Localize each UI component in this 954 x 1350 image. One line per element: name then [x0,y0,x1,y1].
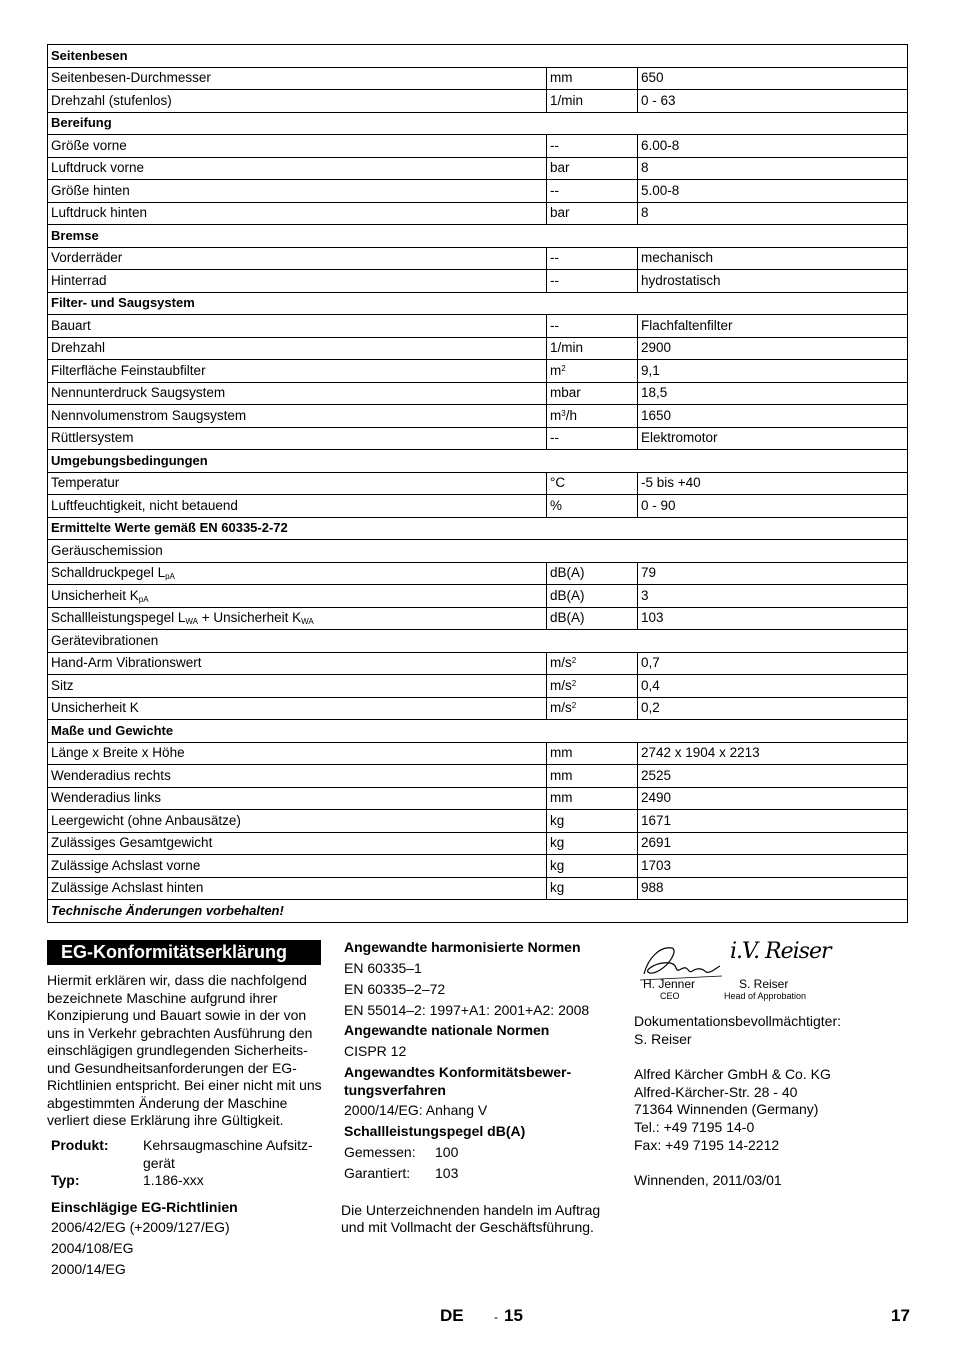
spec-unit-text: kg [550,812,565,828]
spec-value-text: mechanisch [641,250,714,266]
spec-heading [48,540,908,563]
spec-row [48,180,908,203]
conformity-title: EG-Konformitätserklärung [47,940,321,965]
spec-unit-text: kg [550,857,565,873]
spec-label [48,270,547,293]
spec-value-text: 2900 [641,340,672,356]
spec-unit [547,180,638,203]
spec-label [48,337,547,360]
spec-unit [547,135,638,158]
spec-note [48,900,908,923]
spec-heading-text: Filter- und Saugsystem [51,295,195,311]
spec-heading-text: Ermittelte Werte gemäß EN 60335-2-72 [51,520,288,536]
spec-label-text: Leergewicht (ohne Anbausätze) [51,812,241,828]
directive-item: 2000/14/EG [51,1261,126,1277]
spec-label-text: Vorderräder [51,250,123,266]
spec-label-text: Wenderadius rechts [51,767,171,783]
spec-value [638,562,908,585]
spec-label [48,832,547,855]
spec-value-text: 1703 [641,857,672,873]
spec-label [48,607,547,630]
street: Alfred-Kärcher-Str. 28 - 40 [634,1084,798,1100]
spec-value-text: 5.00-8 [641,182,680,198]
spec-row [48,360,908,383]
spec-row [48,765,908,788]
spec-value [638,67,908,90]
spec-row [48,405,908,428]
spec-unit-sup: 2 [571,656,577,666]
harmonized-item: EN 60335–2–72 [344,981,446,997]
spec-unit-text: dB(A) [550,565,585,581]
spec-label-text: Größe hinten [51,182,130,198]
spec-label-text: Zulässige Achslast vorne [51,857,201,873]
spec-unit [547,67,638,90]
spec-unit [547,247,638,270]
spec-unit [547,675,638,698]
spec-unit [547,157,638,180]
doc-name: S. Reiser [634,1031,692,1047]
spec-label [48,652,547,675]
spec-value [638,652,908,675]
footer-page: 15 [504,1306,523,1325]
spec-label-text: Luftdruck vorne [51,160,145,176]
spec-unit [547,742,638,765]
spec-heading-text: Umgebungsbedingungen [51,452,208,468]
spec-unit-text: -- [550,182,559,198]
spec-unit [547,697,638,720]
measured-value: 100 [435,1144,459,1160]
spec-unit [547,855,638,878]
spec-unit-text: m/s [550,700,572,716]
spec-unit [547,495,638,518]
spec-value [638,697,908,720]
spec-unit [547,315,638,338]
spec-section [48,45,908,68]
spec-value-text: 1671 [641,812,672,828]
spec-unit [547,382,638,405]
product-label: Produkt: [51,1137,109,1153]
spec-label-text: Länge x Breite x Höhe [51,745,185,761]
spec-label [48,675,547,698]
spec-label [48,697,547,720]
spec-label [48,495,547,518]
spec-unit [547,832,638,855]
spec-unit [547,270,638,293]
spec-heading [48,900,908,923]
spec-row [48,787,908,810]
spec-label-text: Luftfeuchtigkeit, nicht betauend [51,497,238,513]
spec-label-text: Sitz [51,677,74,693]
spec-value-text: 2691 [641,835,672,851]
spec-value [638,247,908,270]
spec-heading-text: Technische Änderungen vorbehalten! [51,902,284,918]
spec-row [48,337,908,360]
spec-row [48,877,908,900]
spec-value [638,202,908,225]
type-label: Typ: [51,1172,80,1188]
spec-label [48,90,547,113]
fax: Fax: +49 7195 14-2212 [634,1137,780,1153]
spec-value [638,405,908,428]
spec-value-text: 9,1 [641,362,660,378]
spec-value-text: 103 [641,610,664,626]
spec-label-text: Zulässiges Gesamtgewicht [51,835,213,851]
spec-unit [547,562,638,585]
conformity-intro: Hiermit erklären wir, dass die nachfolgend bezeichnete Maschine aufgrund ihrer Konzipierung und Bauart sowie in der von uns in Verkehr gebrachten Ausführung den einschlägigen grundlegenden Sicherheits- und Gesundheitsanforderungen der EG-Richtlinien entspricht. Bei einer nicht mit uns abgestimmten Änderung der Maschine verliert diese Erklärung ihre Gültigkeit. [47,972,322,1128]
spec-row [48,810,908,833]
spec-unit-text: mm [550,767,573,783]
spec-unit [547,337,638,360]
spec-value-text: 988 [641,880,664,896]
procedure-heading: Angewandtes Konformitätsbewer- [344,1064,572,1080]
spec-label [48,810,547,833]
spec-value [638,180,908,203]
spec-section [48,112,908,135]
spec-unit [547,585,638,608]
spec-unit [547,405,638,428]
spec-label-text: Hand-Arm Vibrationswert [51,655,202,671]
spec-label [48,765,547,788]
spec-label [48,382,547,405]
spec-heading [48,450,908,473]
spec-label-text: Zulässige Achslast hinten [51,880,204,896]
spec-value-text: 0 - 63 [641,92,676,108]
spec-label [48,405,547,428]
spec-unit-sup: 2 [571,678,577,688]
measured-label: Gemessen: [344,1144,416,1160]
spec-row [48,202,908,225]
spec-value-text: 0,7 [641,655,660,671]
spec-label [48,247,547,270]
spec-unit [547,427,638,450]
spec-subsection [48,540,908,563]
spec-label [48,472,547,495]
spec-value-text: 0 - 90 [641,497,676,513]
spec-unit-text: m/s [550,655,572,671]
doc-label: Dokumentationsbevollmächtigter: [634,1013,841,1029]
closing-line: Die Unterzeichnenden handeln im Auftrag [341,1202,601,1218]
spec-row [48,270,908,293]
spec-row [48,562,908,585]
company: Alfred Kärcher GmbH & Co. KG [634,1066,831,1082]
spec-section [48,720,908,743]
spec-label-text: Nennvolumenstrom Saugsystem [51,407,247,423]
spec-row [48,855,908,878]
signer2-role: Head of Approbation [724,991,807,1001]
spec-label-text: Unsicherheit K [51,587,139,603]
spec-row [48,607,908,630]
spec-label [48,135,547,158]
spec-value [638,855,908,878]
spec-label [48,562,547,585]
spec-value-text: 0,4 [641,677,660,693]
signer2-name: S. Reiser [739,977,789,991]
spec-label [48,787,547,810]
spec-unit [547,90,638,113]
spec-label-sub: WA [185,617,198,627]
spec-row [48,472,908,495]
spec-heading-text: Bereifung [51,115,112,131]
spec-label [48,427,547,450]
type-value: 1.186-xxx [143,1172,204,1188]
spec-unit-text: -- [550,317,559,333]
spec-unit-sup: 2 [571,701,577,711]
spec-value-text: 2525 [641,767,672,783]
spec-label-text: Bauart [51,317,91,333]
directive-item: 2004/108/EG [51,1240,134,1256]
spec-value [638,315,908,338]
spec-value-text: 8 [641,205,649,221]
spec-unit-text: mm [550,745,573,761]
spec-value-text: 8 [641,160,649,176]
spec-value [638,607,908,630]
spec-row [48,247,908,270]
spec-heading-text: Maße und Gewichte [51,722,174,738]
spec-heading [48,45,908,68]
spec-section [48,225,908,248]
spec-section [48,450,908,473]
spec-value [638,877,908,900]
spec-row [48,382,908,405]
spec-label-text: Schalldruckpegel L [51,565,166,581]
spec-label-text: Wenderadius links [51,790,162,806]
spec-value [638,157,908,180]
spec-unit-text: kg [550,880,565,896]
spec-label-text: Nennunterdruck Saugsystem [51,385,226,401]
spec-label [48,742,547,765]
directives-heading: Einschlägige EG-Richtlinien [51,1199,238,1215]
spec-unit-text: °C [550,475,566,491]
spec-label-text: Seitenbesen-Durchmesser [51,70,211,86]
spec-unit [547,877,638,900]
spec-value-text: 1650 [641,407,672,423]
spec-value-text: -5 bis +40 [641,475,701,491]
footer-dash: - [494,1310,498,1324]
spec-value [638,382,908,405]
closing-line: und mit Vollmacht der Geschäftsführung. [341,1219,594,1235]
spec-row [48,315,908,338]
spec-value-text: hydrostatisch [641,272,721,288]
spec-label [48,877,547,900]
signature-reiser: i.V. Reiser [730,939,831,964]
spec-heading-text: Seitenbesen [51,47,128,63]
spec-heading-text: Geräuschemission [51,542,163,558]
spec-row [48,90,908,113]
spec-unit-text: 1/min [550,340,584,356]
harmonized-heading: Angewandte harmonisierte Normen [344,939,581,955]
spec-value-text: 2490 [641,790,672,806]
spec-label [48,157,547,180]
spec-value-text: 0,2 [641,700,660,716]
spec-value [638,90,908,113]
guaranteed-value: 103 [435,1165,459,1181]
spec-label-text: Rüttlersystem [51,430,134,446]
spec-label [48,202,547,225]
spec-value [638,495,908,518]
spec-unit-text: -- [550,137,559,153]
spec-value [638,337,908,360]
harmonized-item: EN 55014–2: 1997+A1: 2001+A2: 2008 [344,1002,590,1018]
spec-unit-text: -- [550,272,559,288]
spec-value-text: 18,5 [641,385,668,401]
spec-value [638,832,908,855]
spec-row [48,67,908,90]
spec-row [48,495,908,518]
spec-label [48,585,547,608]
spec-heading-text: Gerätevibrationen [51,632,159,648]
spec-unit-text: -- [550,430,559,446]
spec-label-text: Größe vorne [51,137,127,153]
spec-value [638,675,908,698]
spec-unit [547,810,638,833]
spec-value [638,472,908,495]
procedure-heading-cont: tungsverfahren [344,1082,446,1098]
spec-unit-text: 1/min [550,92,584,108]
spec-section [48,292,908,315]
spec-unit-text: bar [550,205,570,221]
spec-unit-sup: 2 [561,363,566,373]
spec-unit-text: -- [550,250,559,266]
spec-label-text: Filterfläche Feinstaubfilter [51,362,206,378]
spec-unit-text: dB(A) [550,610,585,626]
spec-unit [547,360,638,383]
spec-value [638,765,908,788]
spec-value-text: Flachfaltenfilter [641,317,733,333]
spec-subsection [48,630,908,653]
spec-label-text: Luftdruck hinten [51,205,148,221]
spec-value-text: Elektromotor [641,430,718,446]
technical-data-table [47,44,908,923]
spec-unit [547,607,638,630]
spec-unit [547,765,638,788]
spec-row [48,652,908,675]
spec-label [48,180,547,203]
spec-unit [547,652,638,675]
footer-lang: DE [440,1306,464,1325]
spec-value-text: 2742 x 1904 x 2213 [641,745,760,761]
spec-row [48,427,908,450]
spec-label-text: Drehzahl (stufenlos) [51,92,172,108]
spec-label [48,360,547,383]
spec-row [48,697,908,720]
spec-unit-text: m [550,362,562,378]
spec-heading [48,720,908,743]
spec-row [48,585,908,608]
spec-label-text: Hinterrad [51,272,107,288]
spec-label-text: Unsicherheit K [51,700,139,716]
guaranteed-label: Garantiert: [344,1165,411,1181]
page-number: 17 [891,1306,910,1325]
product-info [47,1137,323,1190]
spec-label-text: Temperatur [51,475,120,491]
harmonized-item: EN 60335–1 [344,960,422,976]
spec-label-mid: + Unsicherheit K [197,610,302,626]
spec-value [638,742,908,765]
product-value: Kehrsaugmaschine Aufsitz-gerät [143,1137,313,1171]
spec-label [48,855,547,878]
national-heading: Angewandte nationale Normen [344,1022,550,1038]
spec-unit-text: bar [550,160,570,176]
spec-label-text: Schallleistungspegel L [51,610,186,626]
spec-value [638,810,908,833]
spec-section [48,517,908,540]
signer1-name: H. Jenner [643,977,696,991]
spec-unit [547,472,638,495]
directive-item: 2006/42/EG (+2009/127/EG) [51,1219,230,1235]
spec-unit [547,202,638,225]
spec-row [48,832,908,855]
spec-row [48,742,908,765]
spec-value [638,270,908,293]
national-item: CISPR 12 [344,1043,407,1059]
spec-label-text: Drehzahl [51,340,106,356]
spec-value-text: 6.00-8 [641,137,680,153]
spec-unit-tail: /h [565,407,577,423]
spec-value-text: 650 [641,70,664,86]
spec-label-sub: pA [138,594,149,604]
spec-heading [48,292,908,315]
spec-value [638,360,908,383]
spec-heading-text: Bremse [51,227,99,243]
spec-unit-text: mm [550,70,573,86]
signer1-role: CEO [660,991,680,1001]
procedure-value: 2000/14/EG: Anhang V [344,1102,488,1118]
spec-value [638,427,908,450]
spec-label [48,315,547,338]
spec-value-text: 3 [641,587,649,603]
spec-value-text: 79 [641,565,657,581]
spec-label-sub: WA [301,617,314,627]
spec-label [48,67,547,90]
place-date: Winnenden, 2011/03/01 [634,1172,782,1188]
spec-unit-text: mm [550,790,573,806]
spec-row [48,157,908,180]
spec-unit-text: dB(A) [550,587,585,603]
spec-unit-text: mbar [550,385,581,401]
spec-value [638,585,908,608]
tel: Tel.: +49 7195 14-0 [634,1119,755,1135]
sound-heading: Schallleistungspegel dB(A) [344,1123,526,1139]
spec-heading [48,112,908,135]
spec-unit-text: m [550,407,562,423]
spec-value [638,135,908,158]
city: 71364 Winnenden (Germany) [634,1101,819,1117]
spec-label-sub: pA [165,572,175,582]
spec-unit-text: % [550,497,563,513]
spec-heading [48,517,908,540]
spec-row [48,675,908,698]
spec-unit [547,787,638,810]
spec-heading [48,630,908,653]
spec-unit-sup: 3 [561,408,566,418]
spec-unit-text: m/s [550,677,572,693]
spec-unit-text: kg [550,835,565,851]
spec-heading [48,225,908,248]
spec-row [48,135,908,158]
spec-value [638,787,908,810]
